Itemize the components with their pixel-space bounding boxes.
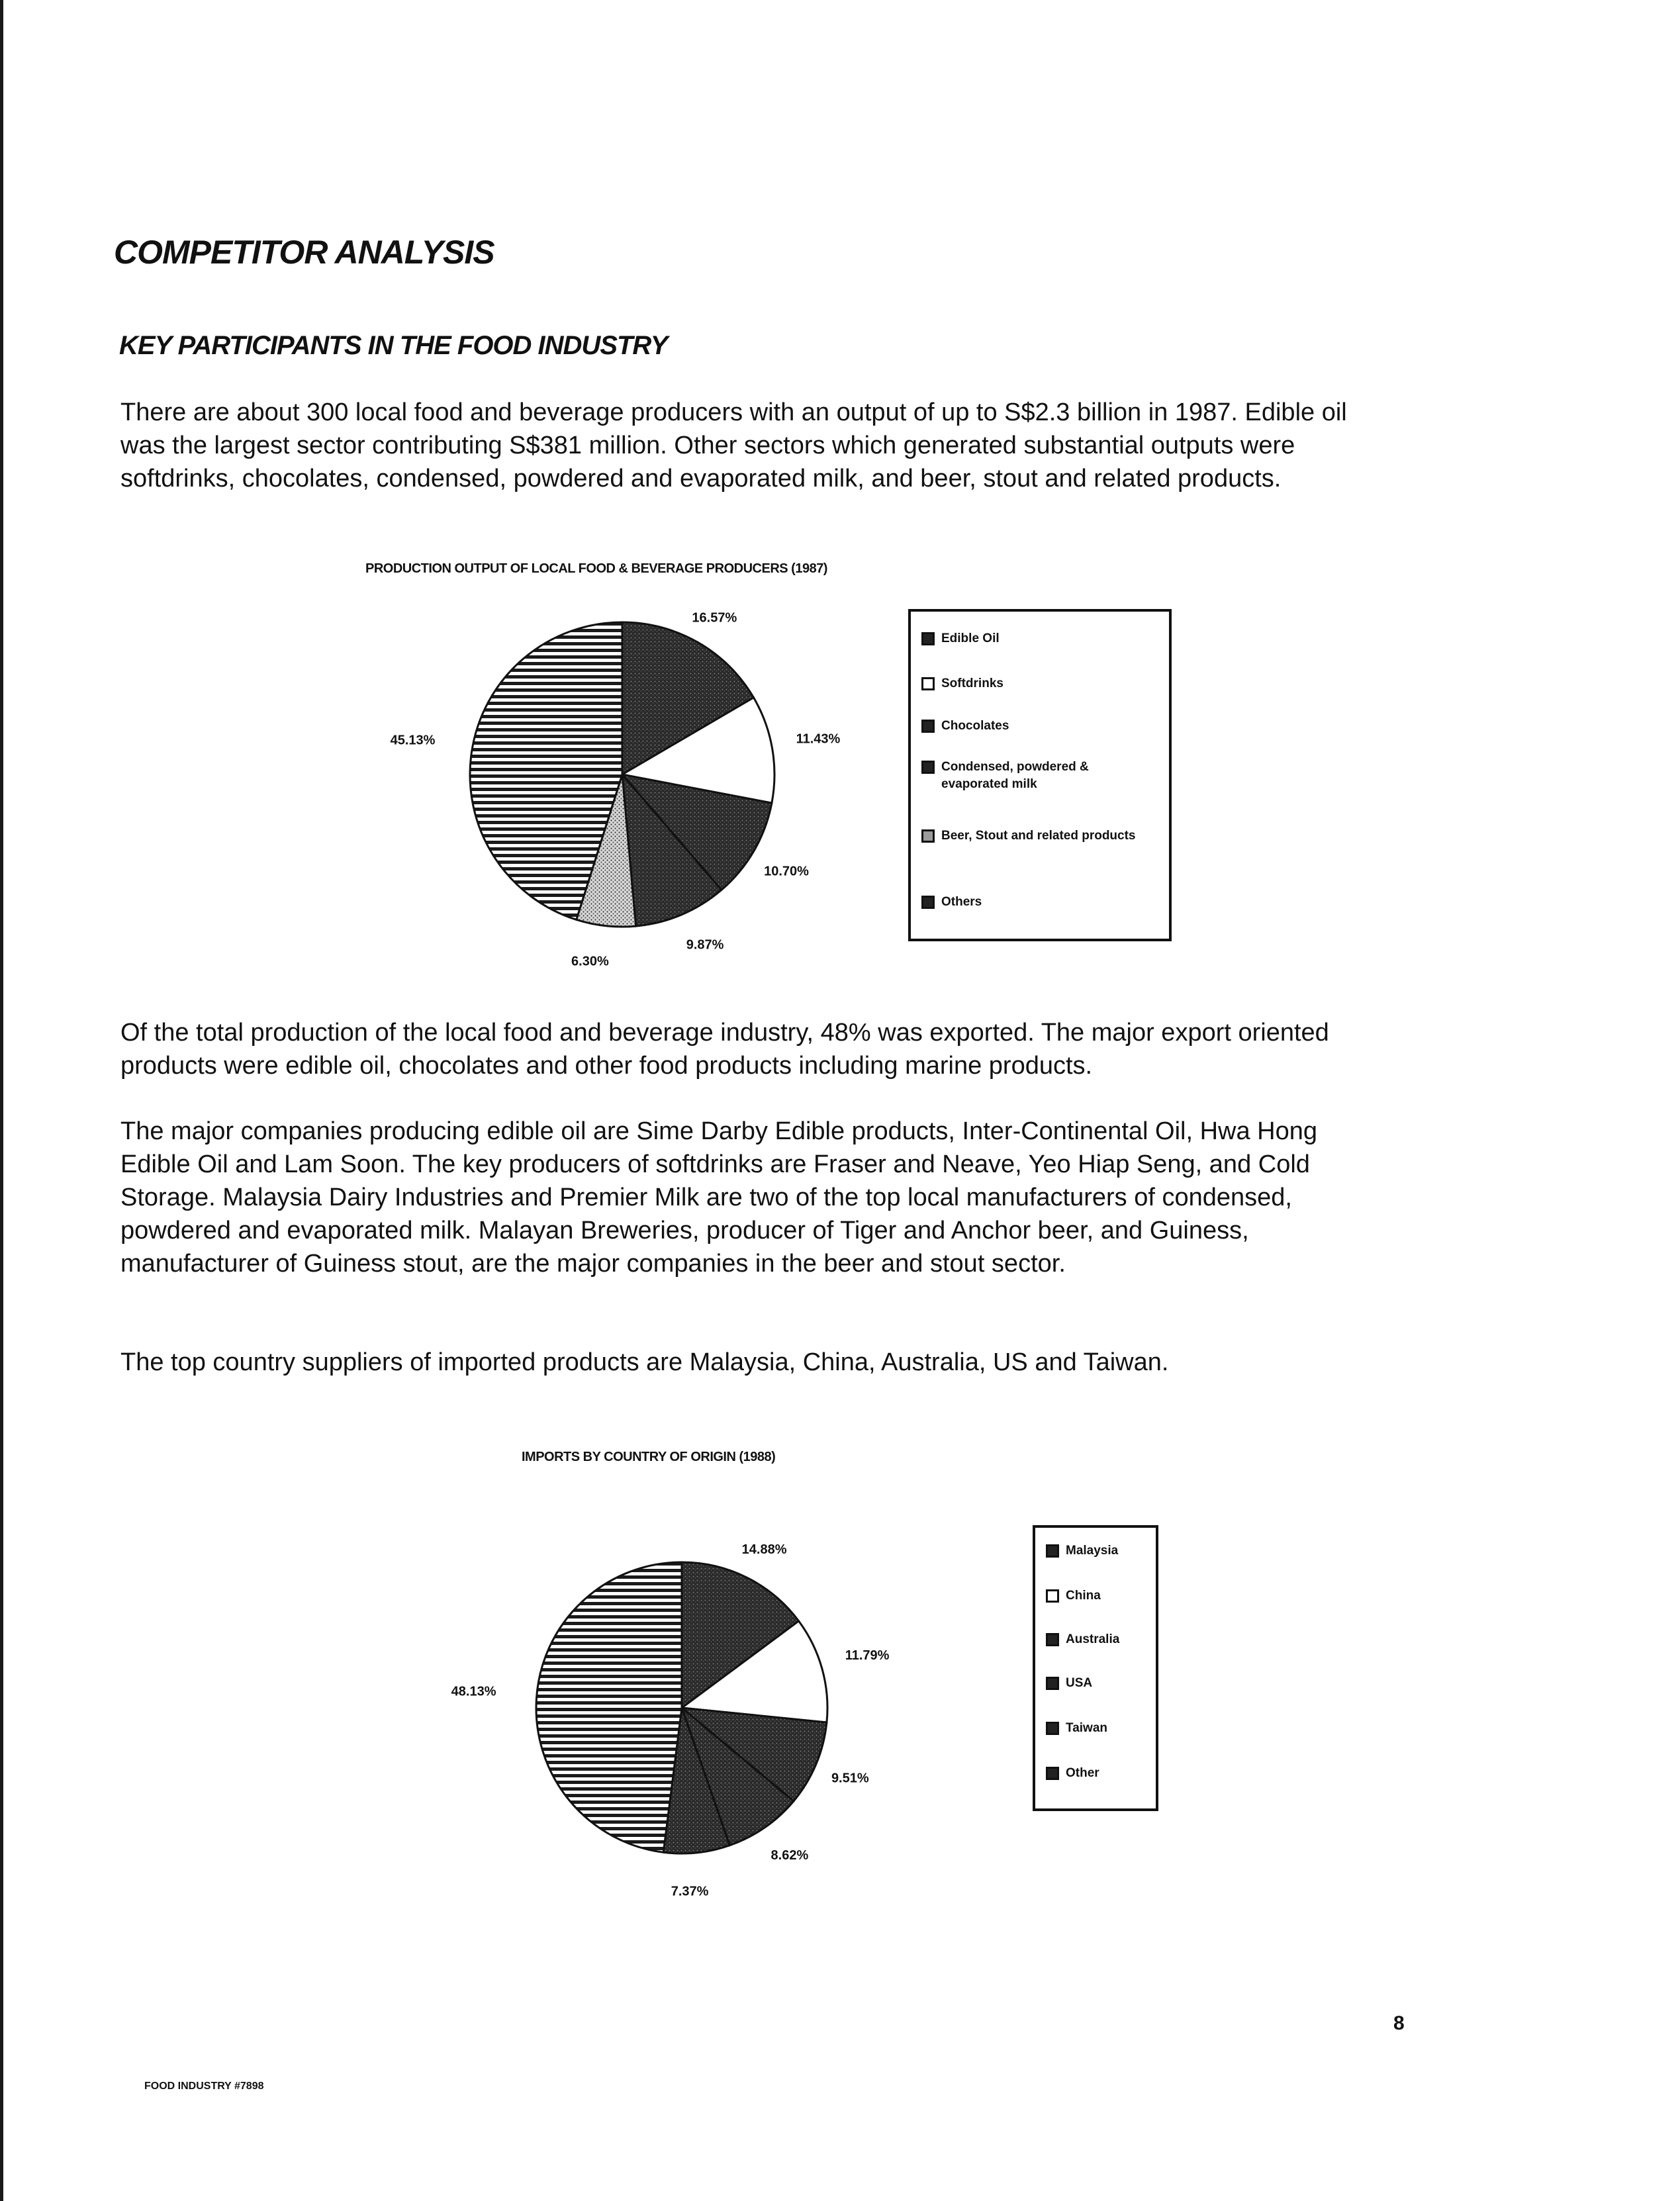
page-edge-rule	[0, 0, 3, 2201]
pie-label-malaysia: 14.88%	[741, 1542, 787, 1558]
pie-label-australia: 9.51%	[831, 1771, 869, 1786]
legend-item-china	[1046, 1587, 1152, 1605]
paragraph-imports: The top country suppliers of imported products are Malaysia, China, Australia, US and Taiwan.	[120, 1348, 1169, 1376]
pie-label-chocolates: 10.70%	[764, 864, 809, 879]
paragraph-intro: There are about 300 local food and beverage producers with an output of up to S$2.3 billion in 1987. Edible oil was the largest sector contributing S$381 million. Other sectors which generated substantial outputs were softdrinks, chocolates, condensed, powdered and evaporated milk, and beer, stout and related products.	[120, 398, 1347, 492]
legend-label: Taiwan	[1066, 1721, 1107, 1735]
pie-label-softdrinks: 11.43%	[796, 731, 841, 747]
legend-label: Beer, Stout and related products	[941, 829, 1136, 843]
legend-label: China	[1066, 1589, 1101, 1603]
chart-1-title: PRODUCTION OUTPUT OF LOCAL FOOD & BEVERAGE PRODUCERS (1987)	[365, 561, 827, 576]
legend-swatch	[1046, 1544, 1059, 1558]
legend-label: USA	[1066, 1676, 1093, 1690]
chart-2-pie	[410, 1496, 913, 1899]
legend-item-usa	[1046, 1675, 1152, 1692]
subsection-heading: KEY PARTICIPANTS IN THE FOOD INDUSTRY	[119, 331, 668, 360]
legend-swatch	[1046, 1722, 1059, 1735]
chart-1-legend	[908, 609, 1172, 941]
page-number: 8	[1393, 2012, 1405, 2034]
footer-label: FOOD INDUSTRY #7898	[144, 2081, 264, 2092]
paragraph-companies: The major companies producing edible oil are Sime Darby Edible products, Inter-Continental Oil, Hwa Hong Edible Oil and Lam Soon. The key producers of softdrinks are Fraser and Neave, Yeo Hiap Seng, and Cold Storage. Malaysia Dairy Industries and Premier Milk are two of the top local manufacturers of condensed, powdered and evaporated milk. Malayan Breweries, producer of Tiger and Anchor beer, and Guiness, manufacturer of Guiness stout, are the major companies in the beer and stout sector.	[120, 1117, 1318, 1278]
legend-label: Others	[941, 895, 982, 909]
legend-label: Malaysia	[1066, 1544, 1119, 1558]
legend-item-beer-stout-and-related-products	[921, 827, 1140, 845]
chart-2-legend	[1033, 1525, 1158, 1811]
legend-swatch	[921, 677, 935, 690]
legend-swatch	[1046, 1589, 1059, 1603]
legend-swatch	[1046, 1767, 1059, 1780]
legend-swatch	[1046, 1633, 1059, 1646]
legend-swatch	[921, 761, 935, 774]
pie-label-edible-oil: 16.57%	[692, 610, 737, 626]
legend-item-australia	[1046, 1631, 1152, 1648]
pie-label-condensed-powdered-evaporated-milk: 9.87%	[686, 937, 724, 953]
legend-item-edible-oil	[921, 630, 1140, 647]
legend-item-chocolates	[921, 718, 1140, 735]
section-heading: COMPETITOR ANALYSIS	[114, 234, 494, 271]
legend-item-condensed-powdered-evaporated-milk	[921, 759, 1140, 793]
chart-2-title: IMPORTS BY COUNTRY OF ORIGIN (1988)	[522, 1450, 776, 1464]
legend-label: Condensed, powdered & evaporated milk	[941, 760, 1089, 791]
pie-slice-other	[536, 1562, 682, 1852]
legend-label: Edible Oil	[941, 632, 1000, 645]
legend-item-malaysia	[1046, 1542, 1152, 1560]
pie-label-beer-stout-and-related-products: 6.30%	[571, 954, 609, 969]
pie-label-china: 11.79%	[845, 1648, 890, 1663]
legend-swatch	[921, 896, 935, 909]
pie-label-usa: 8.62%	[770, 1848, 809, 1863]
legend-item-softdrinks	[921, 675, 1140, 692]
legend-item-others	[921, 894, 1140, 911]
pie-label-others: 45.13%	[390, 733, 436, 748]
legend-swatch	[921, 632, 935, 645]
paragraph-exports: Of the total production of the local food and beverage industry, 48% was exported. The major export oriented products were edible oil, chocolates and other food products including marine products.	[120, 1019, 1329, 1080]
legend-label: Other	[1066, 1766, 1099, 1780]
legend-item-taiwan	[1046, 1720, 1152, 1737]
legend-item-other	[1046, 1765, 1152, 1782]
legend-label: Softdrinks	[941, 677, 1003, 690]
legend-swatch	[921, 720, 935, 733]
pie-label-taiwan: 7.37%	[671, 1884, 709, 1899]
legend-label: Chocolates	[941, 719, 1009, 733]
legend-swatch	[921, 829, 935, 843]
pie-label-other: 48.13%	[451, 1684, 496, 1699]
chart-1-pie	[344, 589, 847, 969]
legend-swatch	[1046, 1677, 1059, 1690]
legend-label: Australia	[1066, 1632, 1120, 1646]
